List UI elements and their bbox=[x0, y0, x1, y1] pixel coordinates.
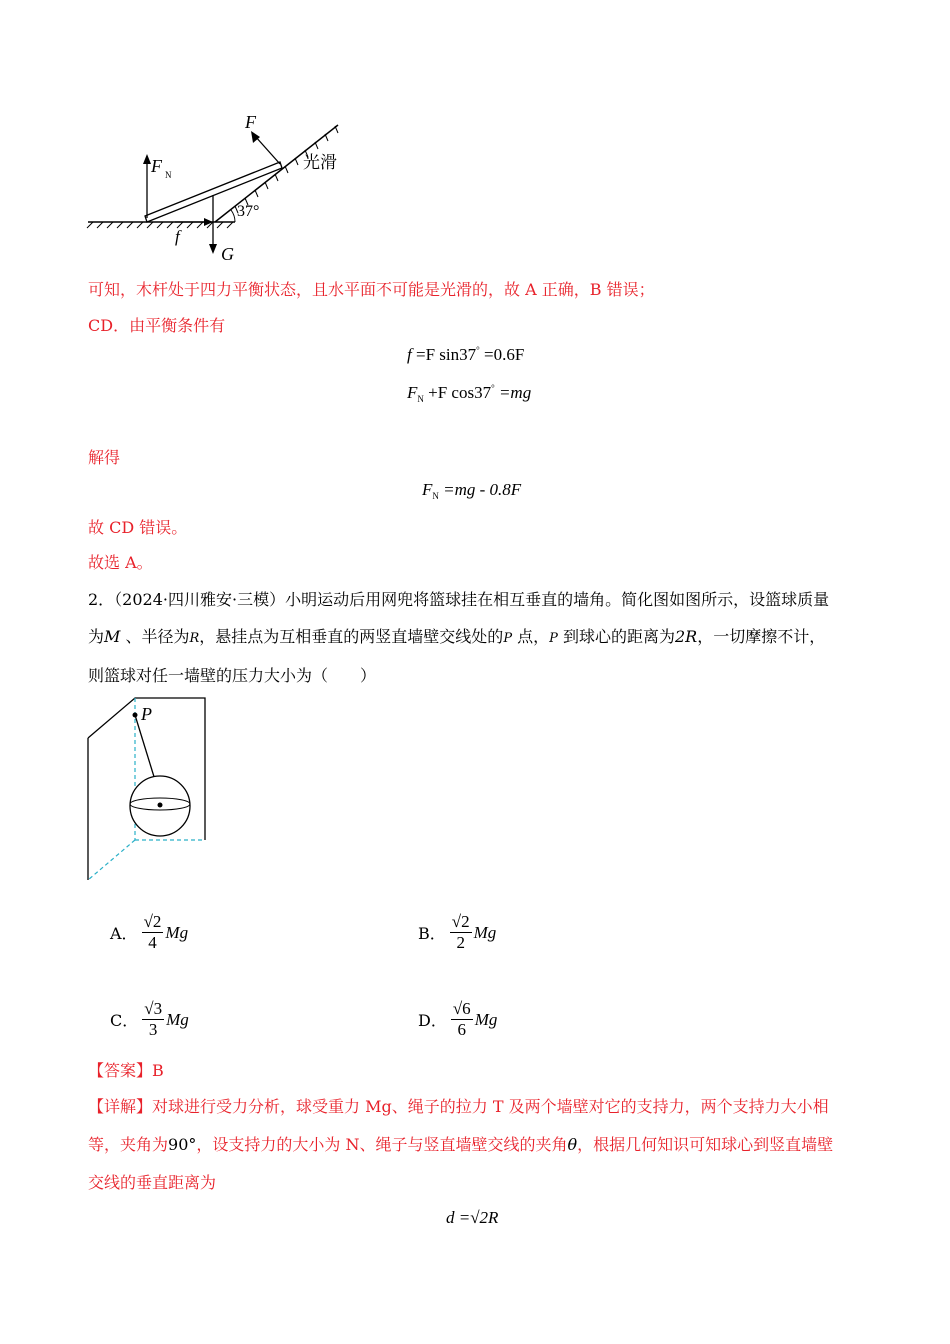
basketball-corner-diagram bbox=[85, 695, 215, 885]
question-line-1: 2．（2024·四川雅安·三模）小明运动后用网兜将篮球挂在相互垂直的墙角。简化图如图所示，设篮球质量 bbox=[88, 590, 830, 609]
solve-label: 解得 bbox=[88, 448, 121, 467]
equation-friction: f =F sin37° =0.6F bbox=[407, 345, 525, 364]
detail-line-3: 交线的垂直距离为 bbox=[88, 1173, 217, 1192]
option-b[interactable]: B． $\frac{√2}{2}$ Mg bbox=[418, 912, 497, 952]
equation-distance: d =√2R bbox=[446, 1208, 499, 1227]
option-c[interactable]: C． $\frac{√3}{3}$ Mg bbox=[110, 999, 189, 1039]
point-p-label: P bbox=[141, 704, 152, 724]
answer-label: 【答案】B bbox=[88, 1061, 164, 1080]
friction-label: f bbox=[175, 227, 180, 246]
choose-a-line: 故选 A。 bbox=[88, 553, 153, 572]
equation-vertical: $F_N +F$ cos37° =mg bbox=[407, 383, 532, 404]
option-d[interactable]: D． $\frac{√6}{6}$ Mg bbox=[418, 999, 498, 1039]
cd-wrong-line: 故 CD 错误。 bbox=[88, 518, 188, 537]
question-line-3: 则篮球对任一墙壁的压力大小为（ ） bbox=[88, 666, 377, 685]
fn-label: F bbox=[151, 156, 162, 176]
detail-line-1: 【详解】对球进行受力分析，球受重力 Mg、绳子的拉力 T 及两个墙壁对它的支持力，两个支持力大小相 bbox=[88, 1097, 829, 1116]
conclusion-line: 可知，木杆处于四力平衡状态，且水平面不可能是光滑的，故 A 正确，B 错误； bbox=[88, 280, 655, 299]
gravity-label: G bbox=[221, 244, 234, 264]
force-diagram-rod bbox=[85, 110, 375, 270]
cd-condition-line: CD．由平衡条件有 bbox=[88, 316, 226, 335]
angle-label: 37° bbox=[237, 203, 260, 220]
equation-normal-force: $F_N =mg - 0.8F$ bbox=[422, 480, 522, 501]
detail-line-2: 等，夹角为90°，设支持力的大小为 N、绳子与竖直墙壁交线的夹角θ，根据几何知识可知球心到竖直墙壁 bbox=[88, 1135, 834, 1154]
question-line-2: 为M 、半径为R，悬挂点为互相垂直的两竖直墙壁交线处的P 点，P 到球心的距离为2R，一切摩擦不计， bbox=[88, 627, 826, 646]
smooth-label: 光滑 bbox=[303, 153, 337, 172]
option-a[interactable]: A． $\frac{√2}{4}$ Mg bbox=[110, 912, 189, 952]
fn-subscript: N bbox=[165, 170, 172, 180]
f-force-label: F bbox=[245, 112, 256, 132]
